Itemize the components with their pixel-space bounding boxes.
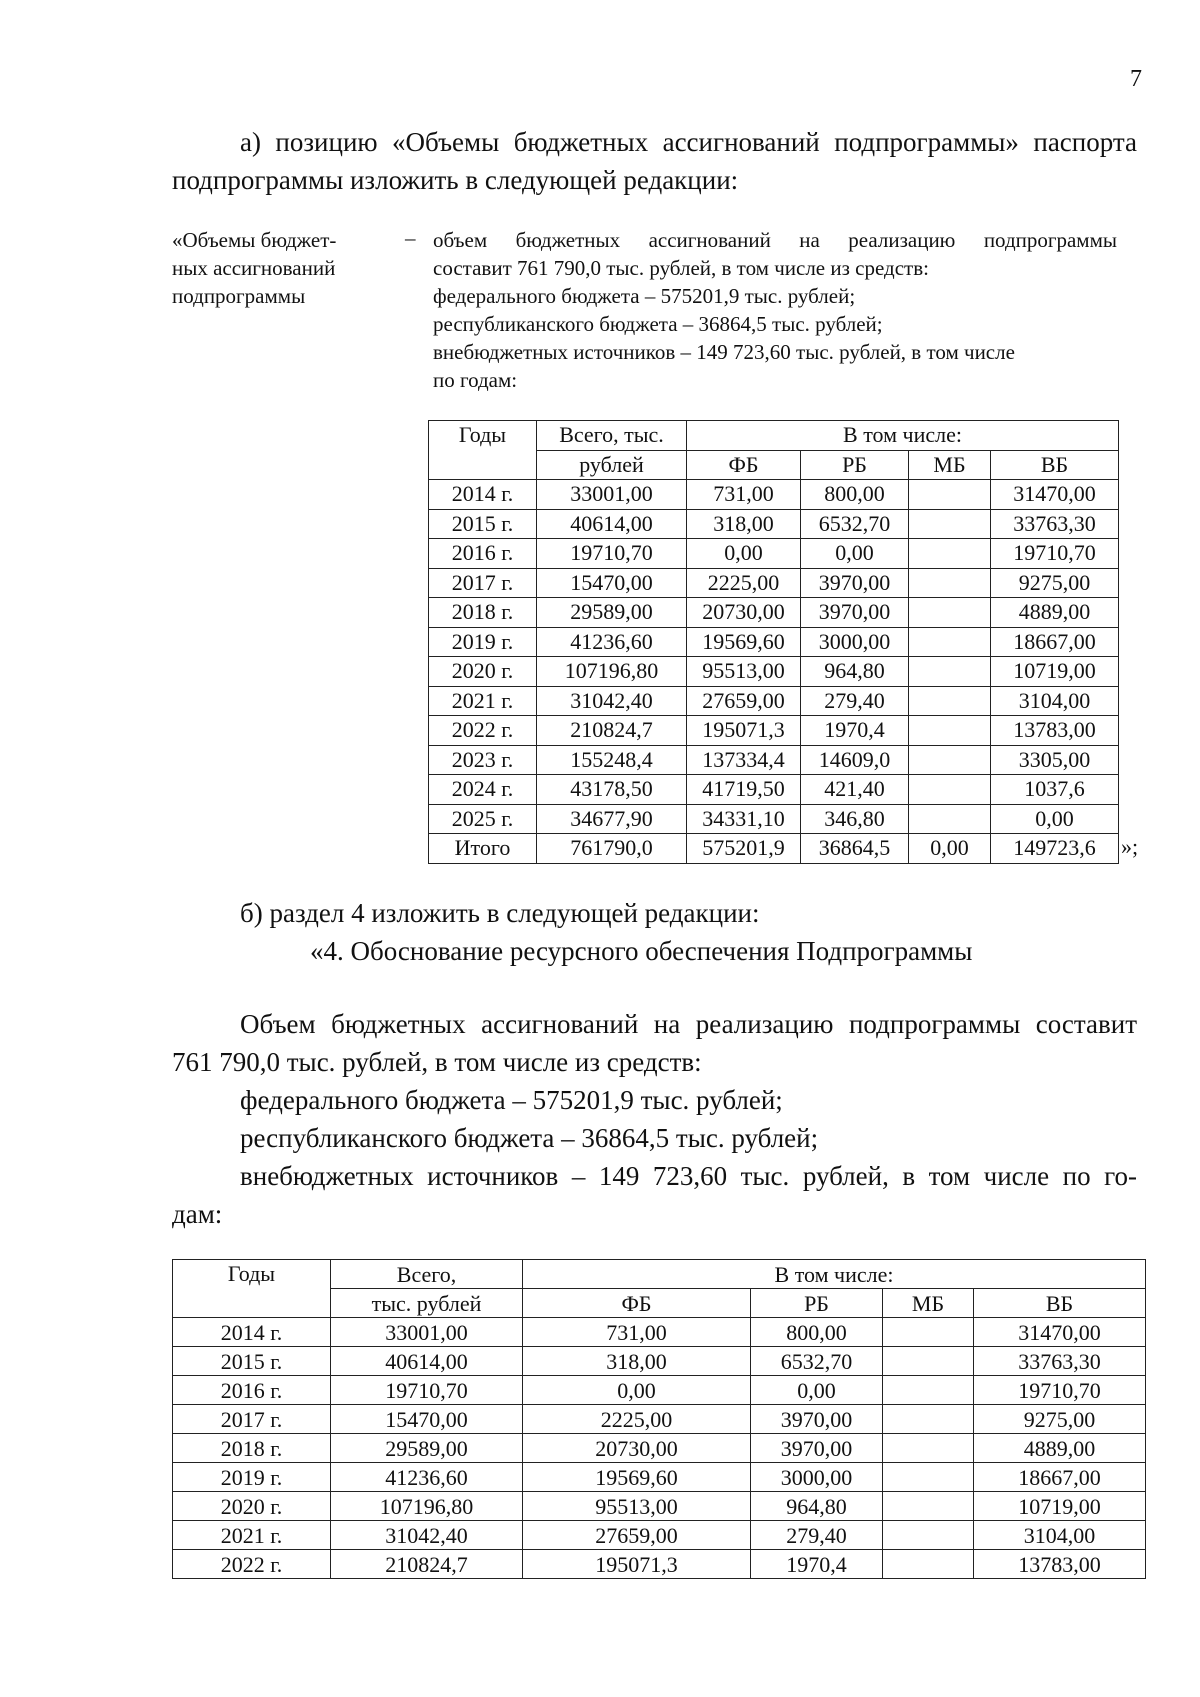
cell-fb: 27659,00: [687, 686, 801, 716]
table-row: [173, 1347, 1146, 1376]
table-row: [173, 1405, 1146, 1434]
cell-fb: 137334,4: [687, 745, 801, 775]
cell-total: 29589,00: [537, 598, 687, 628]
cell-rb: 1970,4: [751, 1550, 883, 1579]
cell-fb: 195071,3: [523, 1550, 751, 1579]
cell-year: 2025 г.: [429, 804, 537, 834]
cell-total: 33001,00: [537, 480, 687, 510]
passport-text-line: составит 761 790,0 тыс. рублей, в том числе из средств:: [433, 256, 929, 280]
passport-label-line: «Объемы бюджет-: [172, 228, 337, 252]
cell-mb: [909, 775, 991, 805]
cell-rb: 346,80: [801, 804, 909, 834]
cell-year: 2021 г.: [429, 686, 537, 716]
cell-vb: 31470,00: [991, 480, 1119, 510]
body-line2: 761 790,0 тыс. рублей, в том числе из средств:: [172, 1047, 702, 1077]
cell-total: 31042,40: [537, 686, 687, 716]
header-total: Всего,: [331, 1260, 523, 1289]
table-row: [173, 1434, 1146, 1463]
cell-fb: 19569,60: [523, 1463, 751, 1492]
cell-total: 19710,70: [537, 539, 687, 569]
cell-fb: 575201,9: [687, 834, 801, 864]
table-row: [429, 598, 1119, 628]
header-years: Годы: [429, 421, 537, 480]
cell-year: 2018 г.: [429, 598, 537, 628]
cell-total: 34677,90: [537, 804, 687, 834]
cell-fb: 19569,60: [687, 627, 801, 657]
cell-total: 29589,00: [331, 1434, 523, 1463]
cell-total: 31042,40: [331, 1521, 523, 1550]
cell-year: 2022 г.: [173, 1550, 331, 1579]
cell-vb: 9275,00: [974, 1405, 1146, 1434]
cell-total: 155248,4: [537, 745, 687, 775]
cell-fb: 2225,00: [687, 568, 801, 598]
cell-mb: [909, 745, 991, 775]
cell-fb: 20730,00: [523, 1434, 751, 1463]
cell-total: 15470,00: [331, 1405, 523, 1434]
cell-rb: 3970,00: [801, 568, 909, 598]
header-mb: МБ: [909, 450, 991, 480]
cell-total: 761790,0: [537, 834, 687, 864]
cell-vb: 19710,70: [991, 539, 1119, 569]
cell-total: 41236,60: [331, 1463, 523, 1492]
header-including: В том числе:: [523, 1260, 1146, 1289]
cell-total: 107196,80: [537, 657, 687, 687]
cell-mb: [883, 1492, 974, 1521]
body-line4: республиканского бюджета – 36864,5 тыс. рублей;: [240, 1123, 819, 1153]
cell-rb: 964,80: [801, 657, 909, 687]
body-line3: федерального бюджета – 575201,9 тыс. рублей;: [240, 1085, 783, 1115]
section4-budget-table: [172, 1259, 1146, 1579]
cell-total: 33001,00: [331, 1318, 523, 1347]
cell-mb: [883, 1347, 974, 1376]
passport-text-line: по годам:: [433, 368, 518, 392]
cell-fb: 41719,50: [687, 775, 801, 805]
cell-vb: 9275,00: [991, 568, 1119, 598]
table-body: [173, 1318, 1146, 1579]
header-vb: ВБ: [991, 450, 1119, 480]
cell-rb: 6532,70: [751, 1347, 883, 1376]
page-number: 7: [1130, 66, 1142, 92]
body-line5: внебюджетных источников – 149 723,60 тыс. рублей, в том числе по го-: [240, 1161, 1137, 1191]
cell-fb: 95513,00: [523, 1492, 751, 1521]
cell-rb: 279,40: [801, 686, 909, 716]
cell-total: 107196,80: [331, 1492, 523, 1521]
cell-year: 2024 г.: [429, 775, 537, 805]
table-row: [429, 775, 1119, 805]
cell-total: 210824,7: [331, 1550, 523, 1579]
cell-rb: 6532,70: [801, 509, 909, 539]
cell-vb: 10719,00: [974, 1492, 1146, 1521]
cell-total: 40614,00: [331, 1347, 523, 1376]
cell-vb: 4889,00: [974, 1434, 1146, 1463]
cell-mb: [883, 1550, 974, 1579]
cell-vb: 13783,00: [974, 1550, 1146, 1579]
passport-text-line: внебюджетных источников – 149 723,60 тыс. рублей, в том числе: [433, 340, 1015, 364]
section-4-title: «4. Обоснование ресурсного обеспечения Подпрограммы: [310, 936, 973, 966]
cell-rb: 36864,5: [801, 834, 909, 864]
cell-rb: 14609,0: [801, 745, 909, 775]
cell-fb: 318,00: [687, 509, 801, 539]
cell-mb: [909, 568, 991, 598]
table-row: [429, 627, 1119, 657]
cell-vb: 18667,00: [974, 1463, 1146, 1492]
cell-fb: 95513,00: [687, 657, 801, 687]
passport-text-line: объем бюджетных ассигнований на реализацию подпрограммы: [433, 228, 1117, 252]
table-body: [429, 480, 1119, 864]
cell-mb: [909, 657, 991, 687]
cell-vb: 31470,00: [974, 1318, 1146, 1347]
cell-mb: [909, 598, 991, 628]
cell-rb: 3000,00: [801, 627, 909, 657]
cell-mb: [909, 716, 991, 746]
paragraph-b: б) раздел 4 изложить в следующей редакции:: [240, 898, 760, 928]
table-row: [429, 539, 1119, 569]
cell-total: 210824,7: [537, 716, 687, 746]
cell-mb: [883, 1318, 974, 1347]
cell-vb: 149723,6: [991, 834, 1119, 864]
cell-rb: 3000,00: [751, 1463, 883, 1492]
header-rb: РБ: [751, 1289, 883, 1318]
cell-vb: 13783,00: [991, 716, 1119, 746]
cell-year: 2014 г.: [429, 480, 537, 510]
header-total-unit: тыс. рублей: [331, 1289, 523, 1318]
closing-quote: »;: [1121, 834, 1139, 859]
cell-year: 2022 г.: [429, 716, 537, 746]
passport-label-line: подпрограммы: [172, 284, 306, 308]
table-row: [429, 657, 1119, 687]
table-row: [173, 1376, 1146, 1405]
cell-rb: 964,80: [751, 1492, 883, 1521]
cell-mb: [909, 627, 991, 657]
table-row: [173, 1521, 1146, 1550]
cell-vb: 33763,30: [974, 1347, 1146, 1376]
passport-label: [172, 226, 382, 310]
cell-mb: [909, 480, 991, 510]
cell-vb: 0,00: [991, 804, 1119, 834]
cell-mb: 0,00: [909, 834, 991, 864]
header-fb: ФБ: [523, 1289, 751, 1318]
cell-year: 2023 г.: [429, 745, 537, 775]
cell-rb: 3970,00: [751, 1405, 883, 1434]
cell-total: 41236,60: [537, 627, 687, 657]
cell-fb: 27659,00: [523, 1521, 751, 1550]
cell-year: 2019 г.: [173, 1463, 331, 1492]
cell-mb: [883, 1521, 974, 1550]
cell-fb: 34331,10: [687, 804, 801, 834]
passport-dash: –: [405, 226, 416, 250]
cell-fb: 318,00: [523, 1347, 751, 1376]
cell-rb: 279,40: [751, 1521, 883, 1550]
cell-vb: 10719,00: [991, 657, 1119, 687]
header-total-unit: рублей: [537, 450, 687, 480]
header-years: Годы: [173, 1260, 331, 1318]
table-row: [429, 686, 1119, 716]
cell-year: 2016 г.: [429, 539, 537, 569]
cell-vb: 33763,30: [991, 509, 1119, 539]
cell-rb: 1970,4: [801, 716, 909, 746]
header-including: В том числе:: [687, 421, 1119, 451]
table-row: [429, 804, 1119, 834]
table-row: [429, 834, 1119, 864]
cell-rb: 800,00: [801, 480, 909, 510]
cell-year: 2017 г.: [173, 1405, 331, 1434]
cell-rb: 421,40: [801, 775, 909, 805]
cell-vb: 4889,00: [991, 598, 1119, 628]
body-line1: Объем бюджетных ассигнований на реализацию подпрограммы составит: [240, 1009, 1137, 1039]
cell-total: 40614,00: [537, 509, 687, 539]
table-row: [173, 1463, 1146, 1492]
table-row: [173, 1318, 1146, 1347]
cell-total: 15470,00: [537, 568, 687, 598]
cell-rb: 0,00: [751, 1376, 883, 1405]
paragraph-a-line2: подпрограммы изложить в следующей редакции:: [172, 165, 739, 195]
cell-rb: 3970,00: [751, 1434, 883, 1463]
cell-fb: 2225,00: [523, 1405, 751, 1434]
cell-fb: 731,00: [687, 480, 801, 510]
cell-year: 2019 г.: [429, 627, 537, 657]
cell-year: 2020 г.: [173, 1492, 331, 1521]
passport-budget-table: [428, 420, 1119, 864]
cell-fb: 195071,3: [687, 716, 801, 746]
table-row: [429, 716, 1119, 746]
table-row: [429, 480, 1119, 510]
cell-mb: [883, 1434, 974, 1463]
table-row: [429, 509, 1119, 539]
cell-rb: 800,00: [751, 1318, 883, 1347]
passport-text-line: республиканского бюджета – 36864,5 тыс. рублей;: [433, 312, 883, 336]
cell-year: 2017 г.: [429, 568, 537, 598]
cell-year: 2015 г.: [429, 509, 537, 539]
cell-fb: 0,00: [687, 539, 801, 569]
cell-mb: [909, 686, 991, 716]
cell-rb: 3970,00: [801, 598, 909, 628]
passport-text-line: федерального бюджета – 575201,9 тыс. рублей;: [433, 284, 856, 308]
header-mb: МБ: [883, 1289, 974, 1318]
cell-total: 43178,50: [537, 775, 687, 805]
cell-vb: 1037,6: [991, 775, 1119, 805]
passport-text: [433, 226, 1117, 394]
paragraph-a-line1: а) позицию «Объемы бюджетных ассигнований подпрограммы» паспорта: [240, 127, 1137, 157]
cell-mb: [909, 804, 991, 834]
cell-year: 2020 г.: [429, 657, 537, 687]
cell-fb: 0,00: [523, 1376, 751, 1405]
header-fb: ФБ: [687, 450, 801, 480]
header-rb: РБ: [801, 450, 909, 480]
cell-year: 2018 г.: [173, 1434, 331, 1463]
cell-rb: 0,00: [801, 539, 909, 569]
passport-label-line: ных ассигнований: [172, 256, 336, 280]
cell-vb: 19710,70: [974, 1376, 1146, 1405]
cell-mb: [883, 1405, 974, 1434]
cell-mb: [909, 539, 991, 569]
cell-year: 2016 г.: [173, 1376, 331, 1405]
cell-mb: [909, 509, 991, 539]
header-vb: ВБ: [974, 1289, 1146, 1318]
cell-vb: 3104,00: [991, 686, 1119, 716]
cell-vb: 3305,00: [991, 745, 1119, 775]
cell-fb: 20730,00: [687, 598, 801, 628]
cell-mb: [883, 1376, 974, 1405]
cell-vb: 3104,00: [974, 1521, 1146, 1550]
cell-vb: 18667,00: [991, 627, 1119, 657]
cell-year: 2021 г.: [173, 1521, 331, 1550]
cell-fb: 731,00: [523, 1318, 751, 1347]
cell-total: 19710,70: [331, 1376, 523, 1405]
table-row: [173, 1492, 1146, 1521]
body-line6: дам:: [172, 1199, 223, 1229]
table-row: [429, 745, 1119, 775]
header-total: Всего, тыс.: [537, 421, 687, 451]
cell-year: 2014 г.: [173, 1318, 331, 1347]
table-row: [173, 1550, 1146, 1579]
cell-mb: [883, 1463, 974, 1492]
cell-year: Итого: [429, 834, 537, 864]
table-row: [429, 568, 1119, 598]
cell-year: 2015 г.: [173, 1347, 331, 1376]
